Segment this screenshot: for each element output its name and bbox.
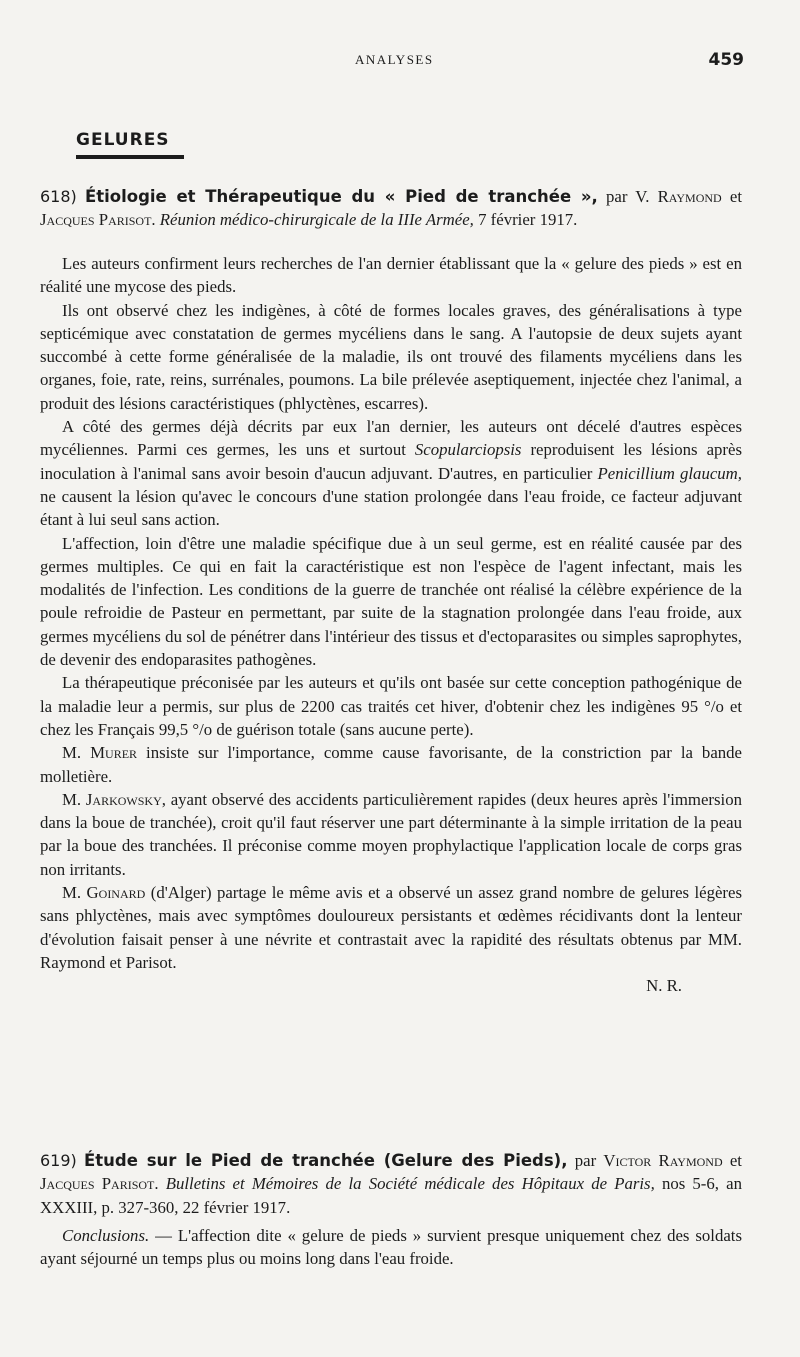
paragraph: La thérapeutique préconisée par les auteurs et qu'ils ont basée sur cette conception pathogénique de la maladie leur a permis, sur plus de 2200 cas traités cet hiver, d'obtenir chez les indigènes 95 °/o et chez les Français 99,5 °/o de guérison totale (sans aucune perte). [40,673,742,739]
reference-619: 619) Étude sur le Pied de tranchée (Gelure des Pieds), par Victor Raymond et Jacques Parisot. Bulletins et Mémoires de la Société médicale des Hôpitaux de Paris, nos 5-6, an XXXIII, p. 327-360, 22 février 1917. [40,1151,742,1217]
page-number: 459 [708,50,744,70]
reference-title: Étiologie et Thérapeutique du « Pied de tranchée », [84,187,598,206]
paragraph: Conclusions. — L'affection dite « gelure de pieds » survient presque uniquement chez des soldats ayant séjourné un temps plus ou moins long dans l'eau froide. [40,1226,742,1269]
reference-details: nos 5-6, an XXXIII, p. 327-360, 22 février 1917. [40,1174,742,1217]
reference-number: 619) [40,1151,77,1170]
paragraph: M. Goinard (d'Alger) partage le même avis et a observé un assez grand nombre de gelures légères sans phlyctènes, mais avec symptômes douloureux persistants et œdèmes récidivants dont la lenteur d'évolution faisait penser à une névrite et contrastait avec la rapidité des résultats obtenus par MM. Raymond et Parisot. [40,883,742,972]
abstract-619 [40,1224,742,1271]
section-title: GELURES [76,130,184,159]
reference-source: Réunion médico-chirurgicale de la IIIe Armée, [159,210,474,230]
running-head-title: ANALYSES [355,52,434,67]
reference-title: Étude sur le Pied de tranchée (Gelure des Pieds), [84,1151,568,1170]
author-name: Jacques Parisot [40,1174,155,1194]
signature: N. R. [646,976,682,996]
paragraph: L'affection, loin d'être une maladie spécifique due à un seul germe, est en réalité causée par des germes multiples. Ce qui en fait la caractéristique est non l'espèce de l'agent infectant, mais les modalités de l'infection. Les conditions de la guerre de tranchée ont réalisé la célèbre expérience de la poule refroidie de Pasteur en permettant, par suite de la stagnation prolongée dans l'eau froide, aux germes mycéliens du sol de pénétrer dans l'intérieur des tissus et d'ectoparasites ou simples saprophytes, de devenir des endoparasites pathogènes. [40,533,742,670]
conclusions-label: Conclusions. [62,1226,150,1245]
reference-number: 618) [40,187,77,206]
reference-source: Bulletins et Mémoires de la Société médicale des Hôpitaux de Paris, [165,1174,655,1194]
author-name: Victor Raymond [603,1151,723,1170]
author-name: Jacques Parisot [40,210,152,230]
author-name: Raymond [657,187,722,206]
reference-618: 618) Étiologie et Thérapeutique du « Pied de tranchée », par V. Raymond et Jacques Parisot. Réunion médico-chirurgicale de la IIIe Armée, 7 février 1917. [40,187,742,230]
paragraph: Ils ont observé chez les indigènes, à côté de formes locales graves, des généralisations à type septicémique avec constatation de germes mycéliens dans le sang. A l'autopsie de deux sujets ayant succombé à cette forme généralisée de la maladie, ils ont trouvé des filaments mycéliens dans les organes, foie, rate, reins, surrénales, poumons. La bile prélevée aseptiquement, injectée chez l'animal, a produit des lésions caractéristiques (phlyctènes, escarres). [40,300,742,413]
reference-date: 7 février 1917. [473,210,578,230]
person-name: Murer [90,743,138,763]
abstract-618 [40,252,742,998]
running-head [0,52,800,74]
person-name: Jarkowsky [85,789,162,809]
paragraph: Les auteurs confirment leurs recherches de l'an dernier établissant que la « gelure des pieds » est en réalité une mycose des pieds. [40,254,742,297]
person-name: Goinard [86,883,146,903]
paragraph: M. Jarkowsky, ayant observé des accidents particulièrement rapides (deux heures après l'immersion dans la boue de tranchée), croit qu'il faut réserver une part déterminante à la simple irritation de la peau par la boue des tranchées. Il préconise comme moyen prophylactique l'application locale de corps gras non irritants. [40,789,742,879]
paragraph: M. Murer insiste sur l'importance, comme cause favorisante, de la constriction par la bande molletière. [40,743,743,786]
paragraph: A côté des germes déjà décrits par eux l'an dernier, les auteurs ont décelé d'autres espèces mycéliennes. Parmi ces germes, les uns et surtout Scopularciopsis reproduisent les lésions après inoculation à l'animal sans avoir besoin d'aucun adjuvant. D'autres, en particulier Penicillium glaucum, ne causent la lésion qu'avec le concours d'une station prolongée dans l'eau froide, ce facteur adjuvant étant à lui seul sans action. [40,417,742,530]
